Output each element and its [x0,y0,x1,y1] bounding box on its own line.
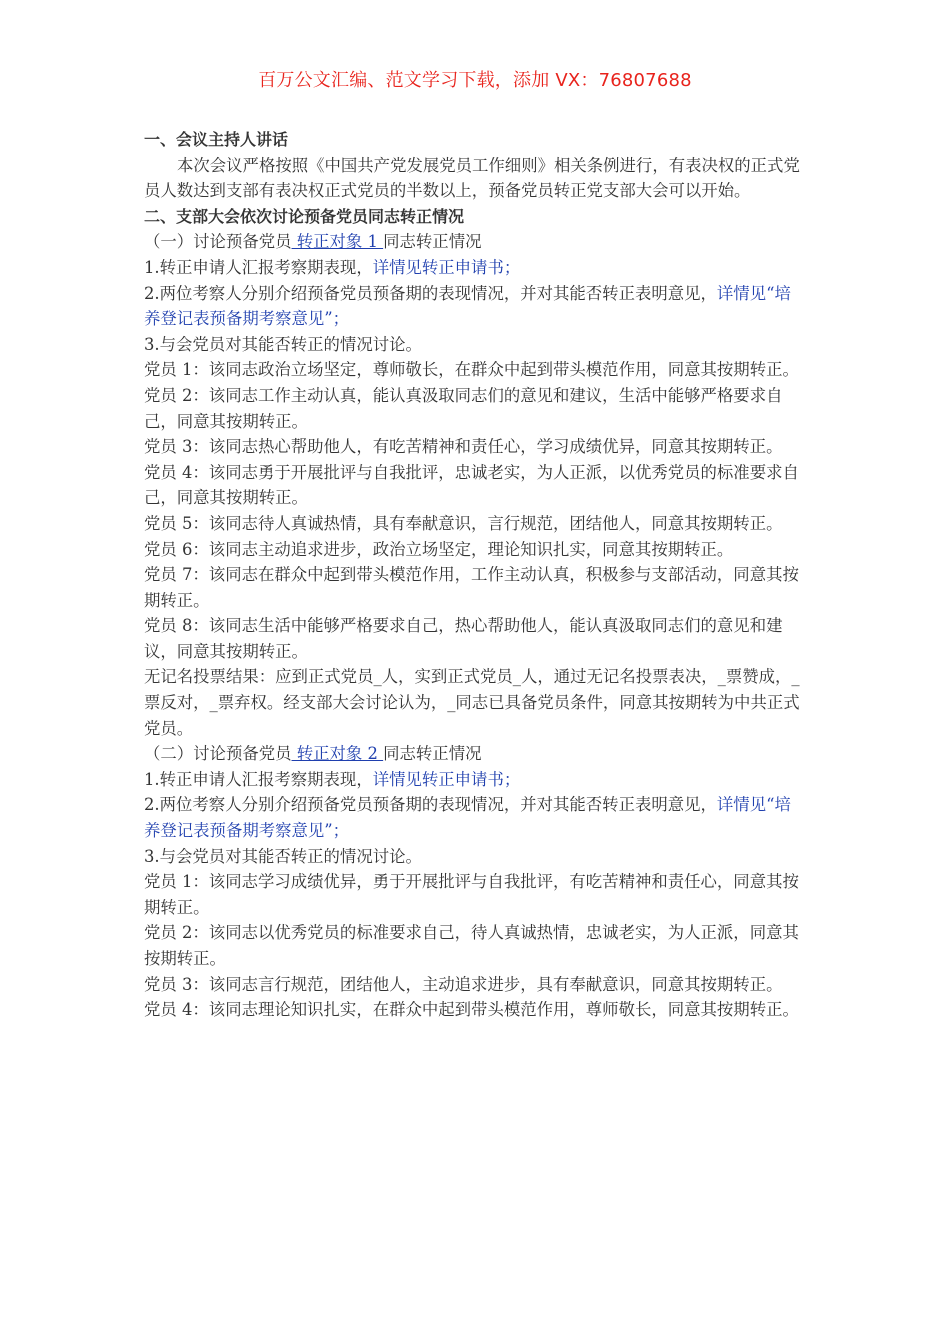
sub1-member-6: 党员 6：该同志主动追求进步，政治立场坚定，理论知识扎实，同意其按期转正。 [144,539,734,559]
sub1-member-1: 党员 1：该同志政治立场坚定，尊师敬长，在群众中起到带头模范作用，同意其按期转正。 [144,360,799,380]
sub2-member-2: 党员 2：该同志以优秀党员的标准要求自己，待人真诚热情，忠诚老实，为人正派，同意其按期转正。 [144,923,799,968]
sub1-title [144,229,804,255]
sub1-item2-text: 2.两位考察人分别介绍预备党员预备期的表现情况，并对其能否转正表明意见， [144,283,717,303]
sub1-subject-link[interactable]: 转正对象 1 [291,232,384,252]
sub1-member-4: 党员 4：该同志勇于开展批评与自我批评，忠诚老实，为人正派，以优秀党员的标准要求自己，同意其按期转正。 [144,462,799,508]
sub1-item2-note: 详情见“培养登记表预备期考察意见”； [144,283,791,329]
page-header-title: 百万公文汇编、范文学习下载，添加 VX：76807688 [258,70,692,91]
sub2-subject-link[interactable]: 转正对象 2 [291,744,384,764]
sub2-item2-text: 2.两位考察人分别介绍预备党员预备期的表现情况，并对其能否转正表明意见， [144,795,717,815]
sub1-member-7: 党员 7：该同志在群众中起到带头模范作用，工作主动认真，积极参与支部活动，同意其按期转正。 [144,565,799,610]
sub1-item2 [144,281,804,332]
sub2-item1 [144,767,804,793]
sub1-member-3: 党员 3：该同志热心帮助他人，有吃苦精神和责任心，学习成绩优异，同意其按期转正。 [144,437,783,457]
sub2-member-3: 党员 3：该同志言行规范，团结他人，主动追求进步，具有奉献意识，同意其按期转正。 [144,974,783,994]
sub1-member-5: 党员 5：该同志待人真诚热情，具有奉献意识，言行规范，团结他人，同意其按期转正。 [144,513,783,533]
sub1-title-prefix: （一）讨论预备党员 [144,232,292,252]
document-body [144,127,804,1023]
sub1-title-suffix: 同志转正情况 [383,232,482,252]
sub1-item1-note: 详情见转正申请书； [372,257,521,277]
section1-heading: 一、会议主持人讲话 [144,130,289,149]
sub2-item2 [144,792,804,843]
section1-paragraph: 本次会议严格按照《中国共产党发展党员工作细则》相关条例进行，有表决权的正式党员人数达到支部有表决权正式党员的半数以上，预备党员转正党支部大会可以开始。 [144,155,800,201]
sub2-title-suffix: 同志转正情况 [383,744,482,764]
section2-heading: 二、支部大会依次讨论预备党员同志转正情况 [144,206,465,226]
sub1-item1 [144,255,804,281]
sub2-title-prefix: （二）讨论预备党员 [144,744,292,764]
sub1-vote-result: 无记名投票结果：应到正式党员_人，实到正式党员_人，通过无记名投票表决，_票赞成，_票反对，_票弃权。经支部大会讨论认为，_同志已具备党员条件，同意其按期转为中共正式党员。 [144,667,800,738]
sub1-item1-text: 1.转正申请人汇报考察期表现， [144,257,373,277]
sub2-member-1: 党员 1：该同志学习成绩优异，勇于开展批评与自我批评，有吃苦精神和责任心，同意其按期转正。 [144,872,799,917]
sub2-item3: 3.与会党员对其能否转正的情况讨论。 [144,846,422,866]
sub1-item3: 3.与会党员对其能否转正的情况讨论。 [144,334,422,354]
sub2-item2-note: 详情见“培养登记表预备期考察意见”； [144,795,791,841]
sub1-member-8: 党员 8：该同志生活中能够严格要求自己，热心帮助他人，能认真汲取同志们的意见和建议，同意其按期转正。 [144,616,783,661]
sub2-item1-text: 1.转正申请人汇报考察期表现， [144,769,373,789]
sub2-item1-note: 详情见转正申请书； [372,769,521,789]
sub2-member-4: 党员 4：该同志理论知识扎实，在群众中起到带头模范作用，尊师敬长，同意其按期转正。 [144,1000,799,1020]
sub1-member-2: 党员 2：该同志工作主动认真，能认真汲取同志们的意见和建议，生活中能够严格要求自己，同意其按期转正。 [144,385,783,431]
sub2-title [144,741,804,767]
